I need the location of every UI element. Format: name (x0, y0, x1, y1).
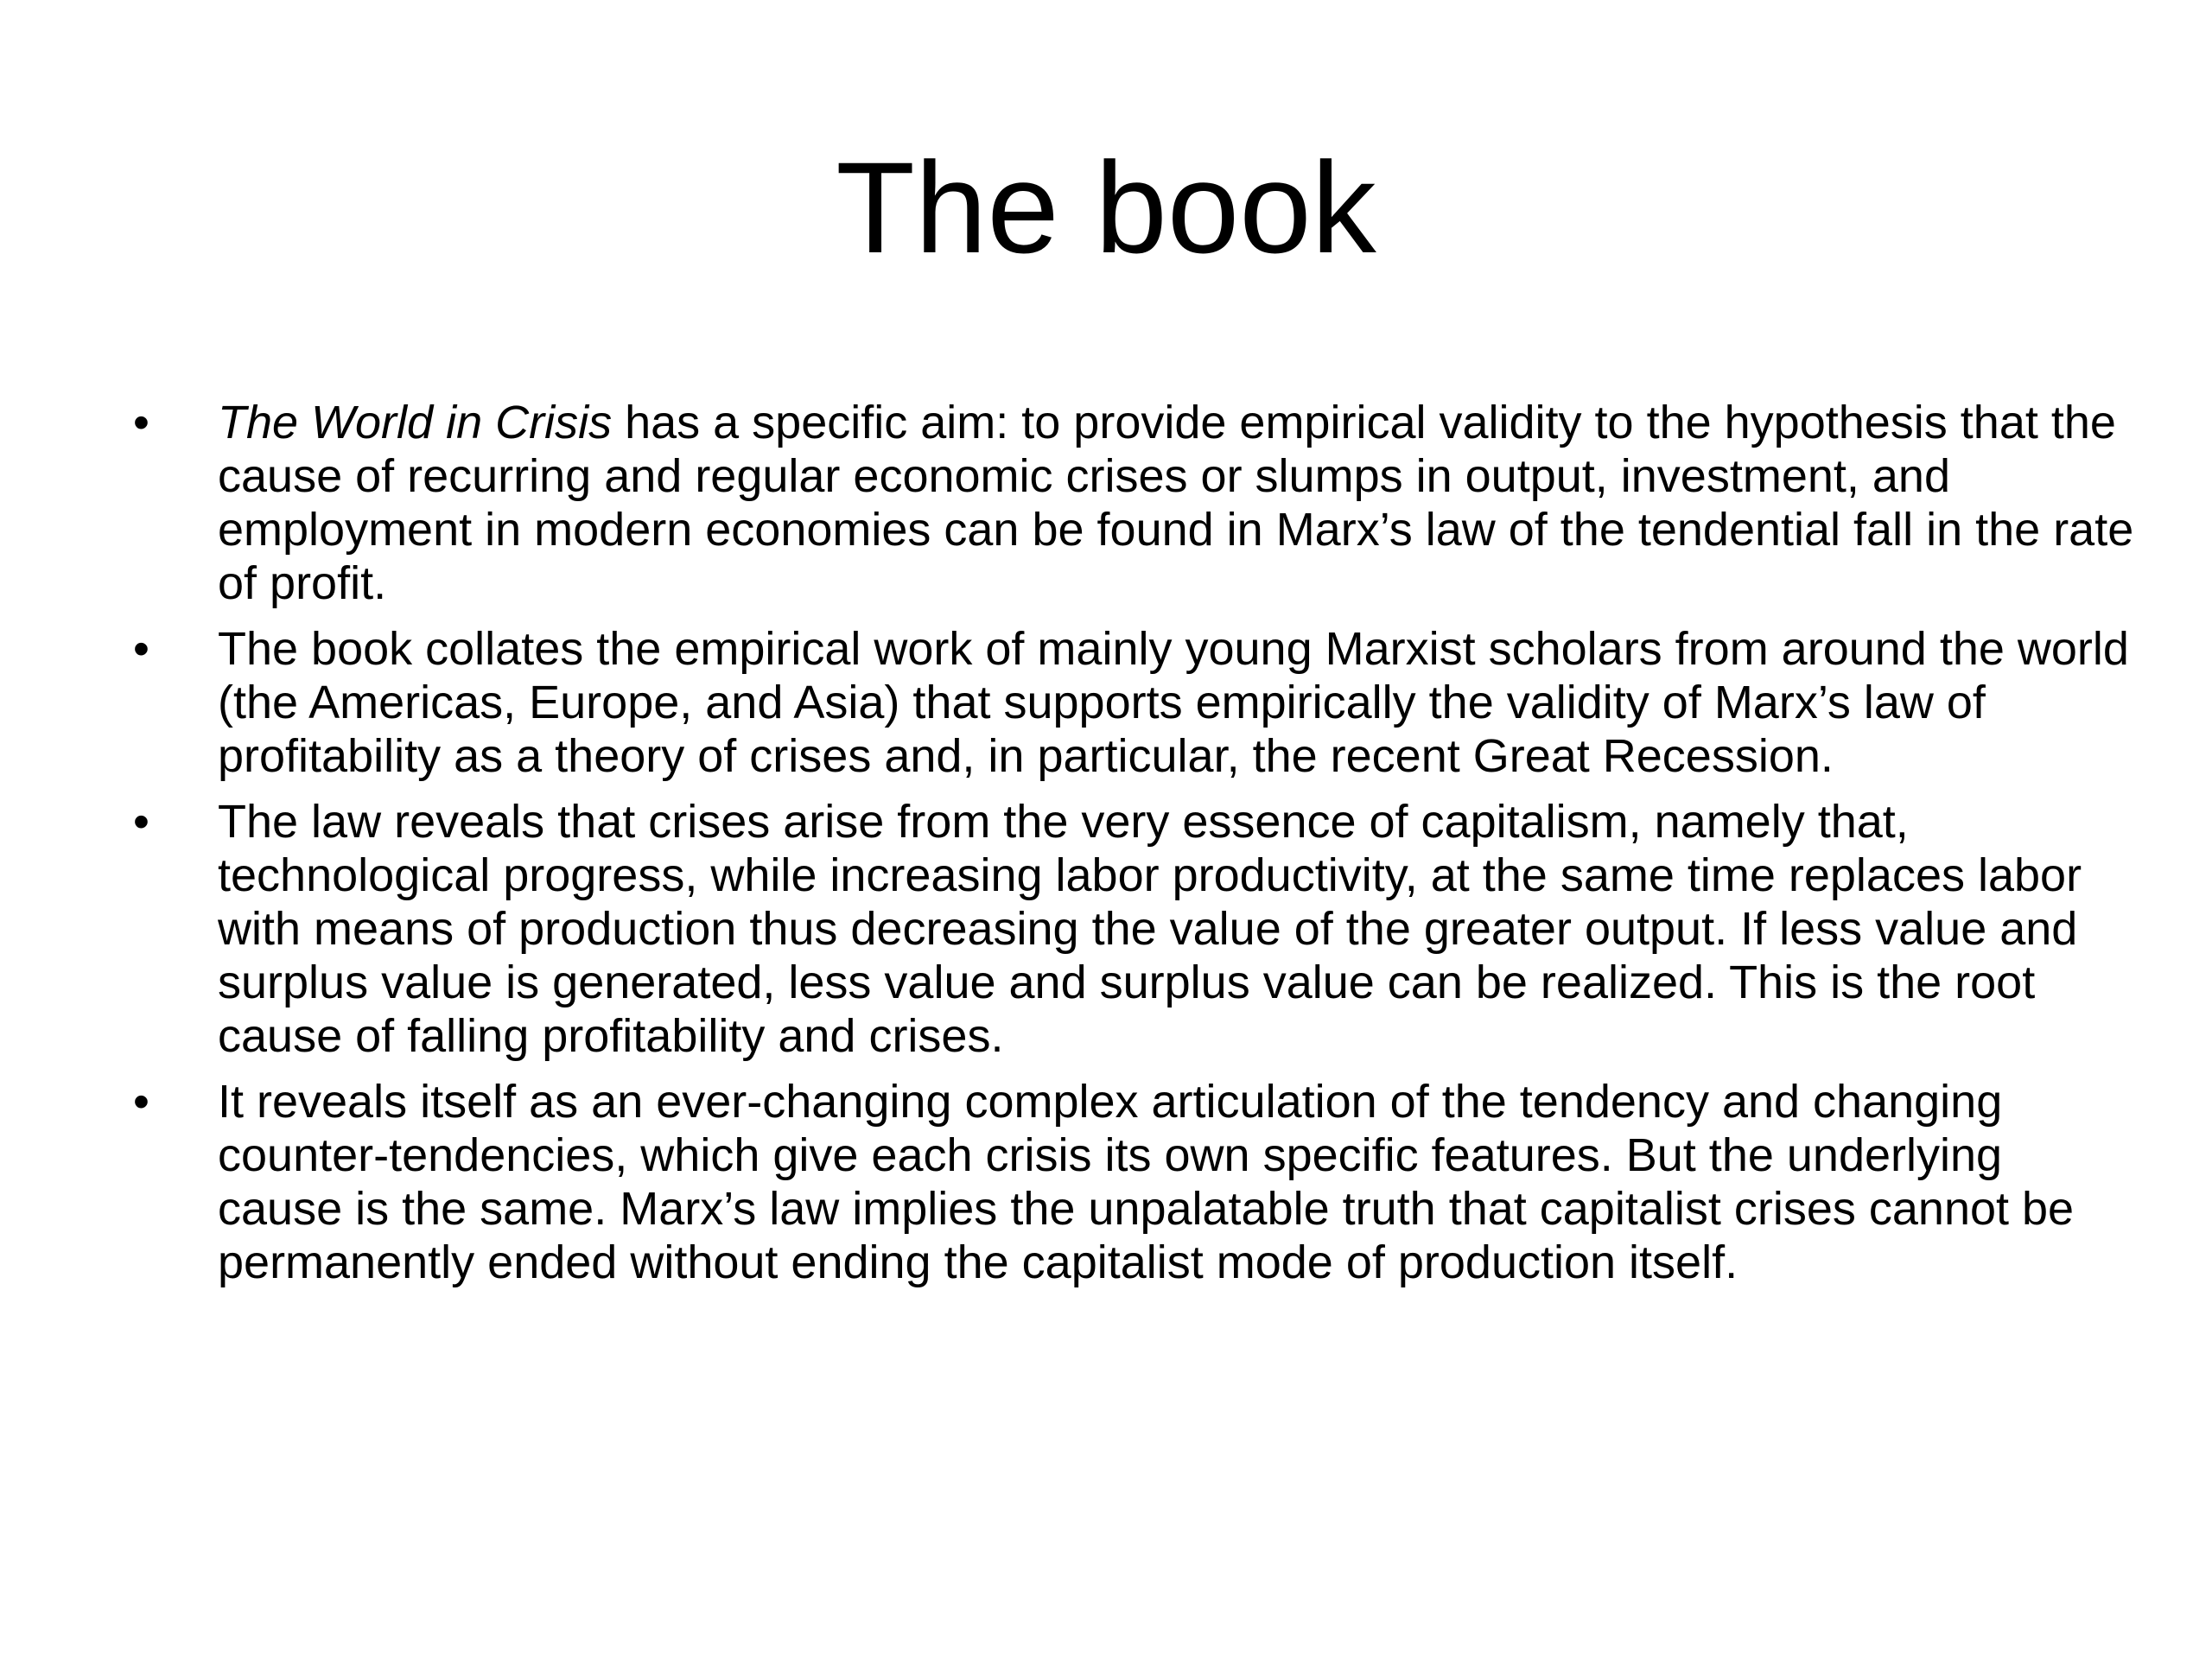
slide-title: The book (836, 135, 1376, 280)
bullet-icon: • (133, 1076, 149, 1128)
bullet-text: It reveals itself as an ever-changing complex articulation of the tendency and changing counter-tendencies, which give each crisis its own specific features. But the underlying cause is the same. Marx’s law implies the unpalatable truth that capitalist crises cannot be permanently ended without ending the capitalist mode of production itself. (218, 1076, 2075, 1288)
bullet-icon: • (133, 397, 149, 448)
bullet-item-3 (121, 795, 2134, 1063)
bullet-text: has a specific aim: to provide empirical validity to the hypothesis that the cause of recurring and regular economic crises or slumps in output, investment, and employment in modern economies can be found in Marx’s law of the tendential fall in the rate of profit. (218, 397, 2134, 609)
bullet-text: The book collates the empirical work of mainly young Marxist scholars from around the world (the Americas, Europe, and Asia) that supports empirically the validity of Marx’s law of profitability as a theory of crises and, in particular, the recent Great Recession. (218, 623, 2129, 782)
bullet-list (121, 396, 2134, 1301)
bullet-icon: • (133, 623, 149, 675)
bullet-item-4 (121, 1075, 2134, 1289)
bullet-item-2 (121, 622, 2134, 783)
bullet-icon: • (133, 796, 149, 848)
bullet-item-1 (121, 396, 2134, 610)
book-title-italic: The World in Crisis (218, 397, 613, 448)
bullet-text: The law reveals that crises arise from the very essence of capitalism, namely that, technological progress, while increasing labor productivity, at the same time replaces labor with means of production thus decreasing the value of the greater output. If less value and surplus value is generated, less value and surplus value can be realized. This is the root cause of falling profitability and crises. (218, 796, 2082, 1062)
